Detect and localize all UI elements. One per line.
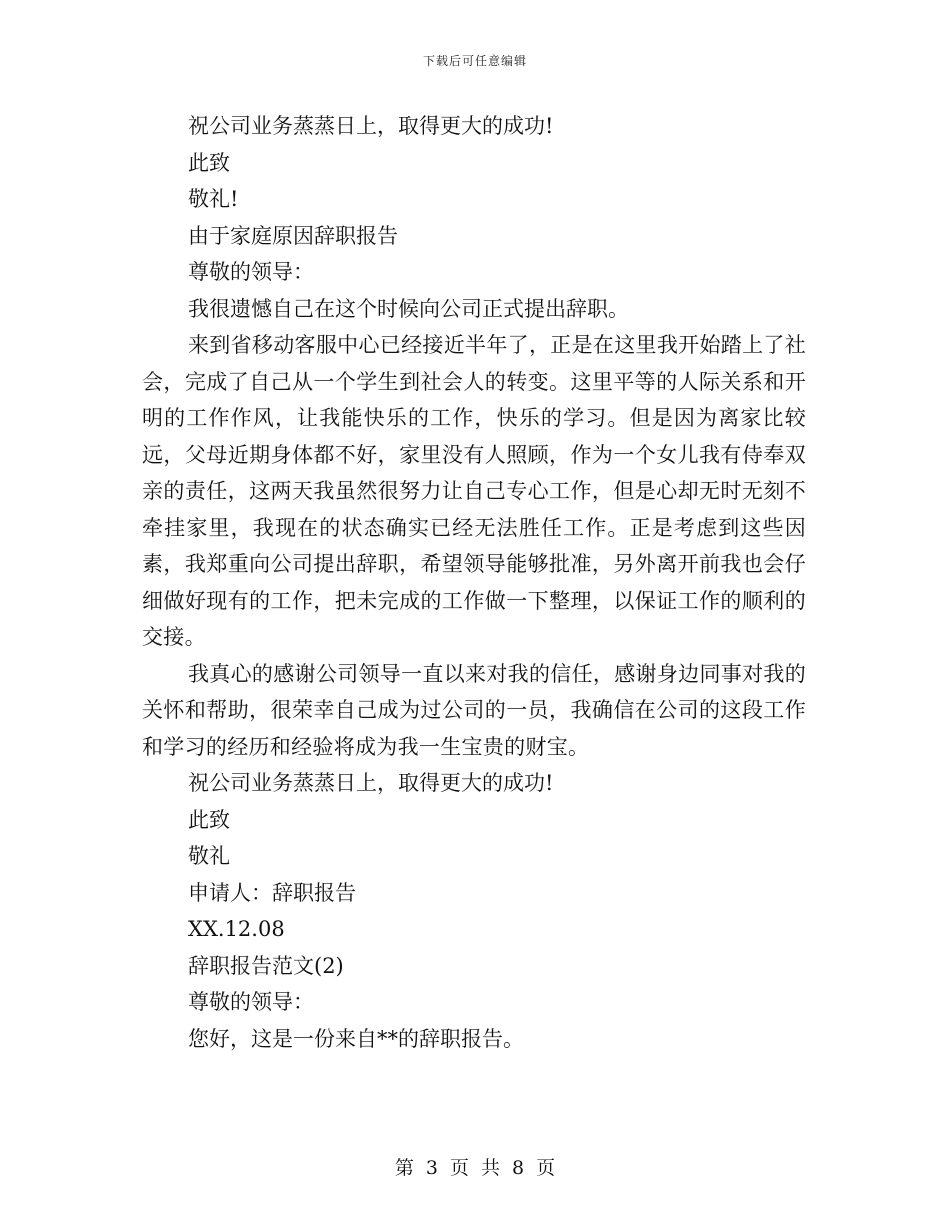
body-paragraph-1: 来到省移动客服中心已经接近半年了，正是在这里我开始踏上了社会，完成了自己从一个学生到社会人的转变。这里平等的人际关系和开明的工作作风，让我能快乐的工作，快乐的学习。但是因为离家比较远，父母近期身体都不好，家里没有人照顾，作为一个女儿我有侍奉双亲的责任，这两天我虽然很努力让自己专心工作，但是心却无时无刻不牵挂家里，我现在的状态确实已经无法胜任工作。正是考虑到这些因素，我郑重向公司提出辞职，希望领导能够批准，另外离开前我也会仔细做好现有的工作，把未完成的工作做一下整理，以保证工作的顺利的交接。 (142, 333, 806, 649)
closing-salutation: 此致 (188, 150, 230, 175)
page-number: 第 3 页 共 8 页 (394, 1157, 556, 1179)
greeting-2: 尊敬的领导： (188, 990, 314, 1014)
intro-sentence-2: 您好，这是一份来自**的辞职报告。 (188, 1026, 524, 1051)
greeting: 尊敬的领导： (188, 260, 314, 284)
closing-salutation-2: 此致 (188, 807, 230, 832)
body-paragraph-2: 我真心的感谢公司领导一直以来对我的信任，感谢身边同事对我的关怀和帮助，很荣幸自己成为过公司的一员，我确信在公司的这段工作和学习的经历和经验将成为我一生宝贵的财宝。 (142, 661, 806, 759)
closing-regards: 敬礼! (188, 187, 239, 211)
applicant-line: 申请人：辞职报告 (188, 880, 356, 905)
section-title-2: 辞职报告范文(2) (188, 953, 344, 978)
document-body (142, 108, 806, 1057)
date-line: XX.12.08 (188, 917, 285, 941)
closing-wish: 祝公司业务蒸蒸日上，取得更大的成功! (188, 114, 554, 138)
closing-wish-2: 祝公司业务蒸蒸日上，取得更大的成功! (188, 771, 554, 795)
section-title: 由于家庭原因辞职报告 (188, 223, 398, 248)
closing-regards-2: 敬礼 (188, 844, 230, 868)
page-header-note: 下载后可任意编辑 (422, 54, 527, 68)
intro-sentence: 我很遗憾自己在这个时候向公司正式提出辞职。 (188, 296, 629, 321)
